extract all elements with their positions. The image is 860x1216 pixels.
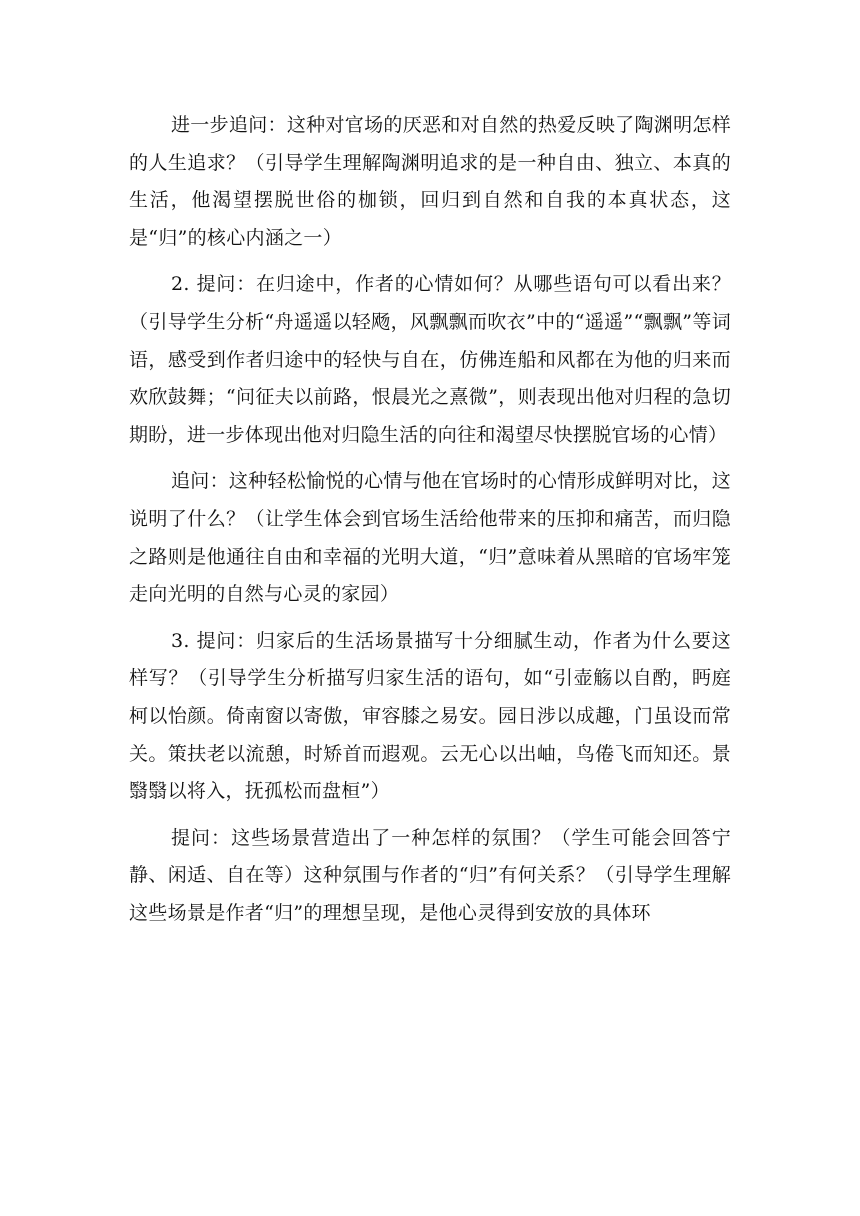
paragraph-follow-up-question: 进一步追问：这种对官场的厌恶和对自然的热爱反映了陶渊明怎样的人生追求？（引导学生理解陶渊明追求的是一种自由、独立、本真的生活，他渴望摆脱世俗的枷锁，回归到自然和自我的本真状态，这是“归”的核心内涵之一） <box>129 114 731 249</box>
document-body <box>129 107 731 941</box>
paragraph-question-3: 3. 提问：归家后的生活场景描写十分细腻生动，作者为什么要这样写？（引导学生分析描写归家生活的语句，如“引壶觞以自酌，眄庭柯以怡颜。倚南窗以寄傲，审容膝之易安。园日涉以成趣，门虽设而常关。策扶老以流憩，时矫首而遐观。云无心以出岫，鸟倦飞而知还。景翳翳以将入，抚孤松而盘桓”） <box>129 629 731 803</box>
paragraph-follow-up-contrast: 追问：这种轻松愉悦的心情与他在官场时的心情形成鲜明对比，这说明了什么？（让学生体会到官场生活给他带来的压抑和痛苦，而归隐之路则是他通往自由和幸福的光明大道，“归”意味着从黑暗的官场牢笼走向光明的自然与心灵的家园） <box>129 470 731 606</box>
paragraph-question-2: 2. 提问：在归途中，作者的心情如何？从哪些语句可以看出来？（引导学生分析“舟遥遥以轻飏，风飘飘而吹衣”中的“遥遥”“飘飘”等词语，感受到作者归途中的轻快与自在，仿佛连船和风都在为他的归来而欢欣鼓舞；“问征夫以前路，恨晨光之熹微”，则表现出他对归程的急切期盼，进一步体现出他对归隐生活的向往和渴望尽快摆脱官场的心情） <box>129 273 731 446</box>
paragraph-atmosphere-question: 提问：这些场景营造出了一种怎样的氛围？（学生可能会回答宁静、闲适、自在等）这种氛围与作者的“归”有何关系？（引导学生理解这些场景是作者“归”的理想呈现，是他心灵得到安放的具体环 <box>129 826 731 924</box>
